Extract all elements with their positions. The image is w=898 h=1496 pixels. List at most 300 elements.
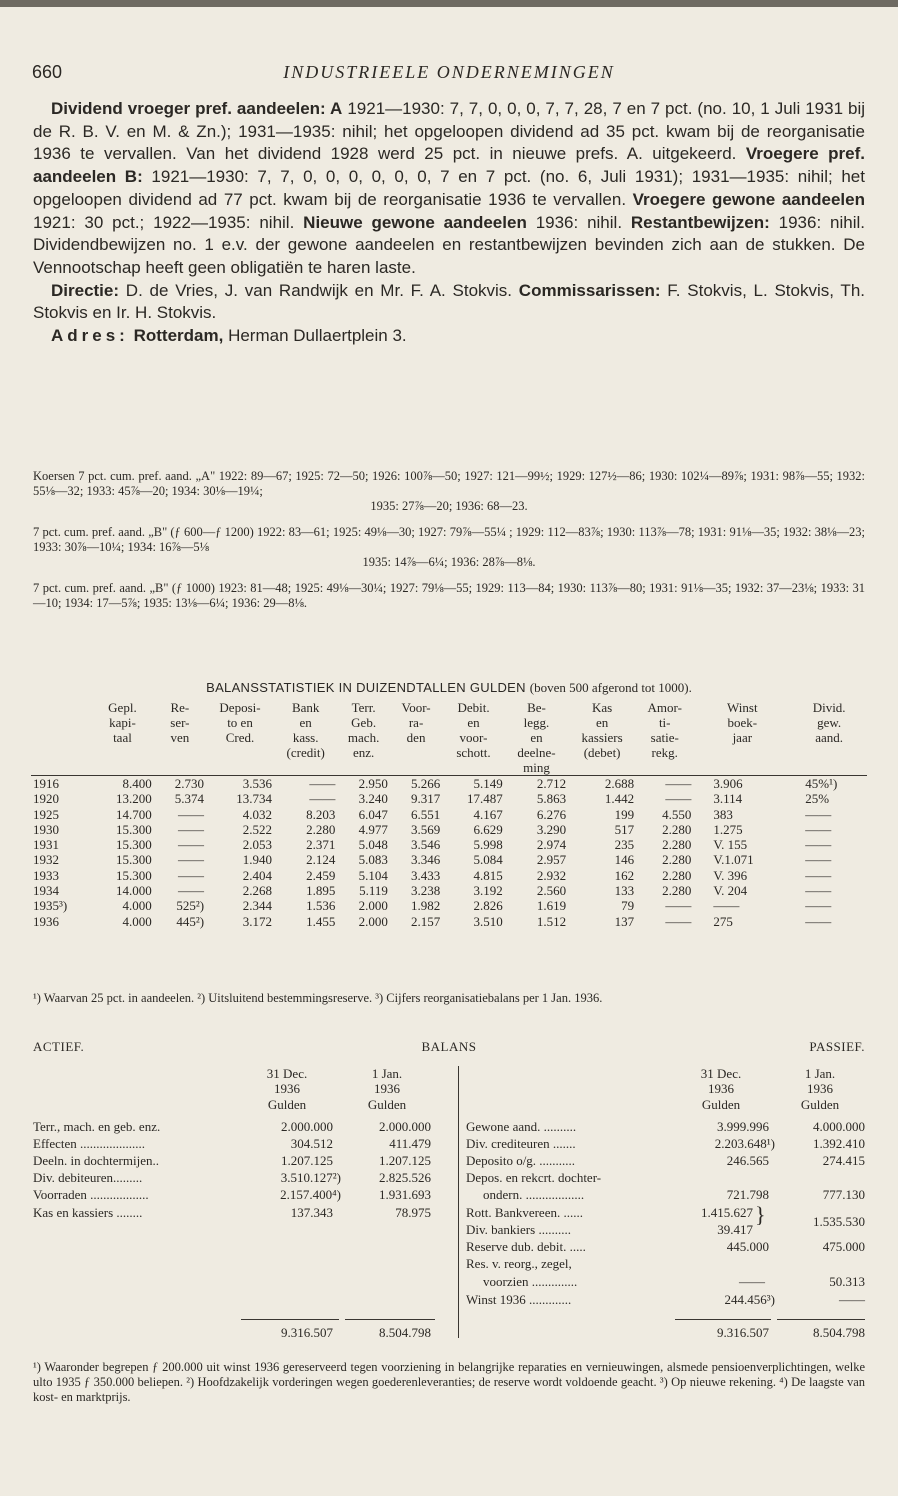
passief-col-header-2 [775,1066,865,1112]
table-cell: 275 [713,913,733,929]
statistics-header-cell: Amor- [647,700,682,715]
passief-label-rott: Rott. Bankvereen. ...... [466,1205,583,1220]
statistics-header-cell: Voor- [401,700,431,715]
col-header-line: Gulden [800,1096,840,1112]
table-cell: 4.032 [242,806,272,822]
table-cell: 5.266 [410,776,441,791]
table-cell: 2.957 [536,852,567,868]
table-cell: 3.906 [713,776,743,791]
statistics-subtitle: (boven 500 afgerond tot 1000). [529,680,692,695]
label-commissarissen: Commissarissen: [518,280,661,300]
table-cell: 2.522 [242,821,272,837]
label-dividend-a: Dividend vroeger pref. aandeelen: A [51,99,343,118]
statistics-header-cell: Deposi- [219,700,261,715]
table-row [31,852,867,867]
table-cell: 6.551 [410,806,441,822]
passief-val-divcred-2: 1.392.410 [813,1136,865,1151]
table-row [31,914,867,929]
col-header-line: Gulden [701,1096,741,1112]
table-cell: 15.300 [115,867,152,883]
row-year: 1936 [33,913,59,929]
balance-heading [33,1039,865,1057]
statistics-header-cell [31,760,91,776]
actief-row-value-1: 304.512 [290,1136,333,1151]
table-cell: —— [665,791,692,807]
table-cell: —— [665,898,692,914]
passief-label-divcred: Div. crediteuren ....... [466,1136,576,1151]
table-cell: 2.712 [536,776,567,791]
statistics-header-cell: mach. [347,730,380,745]
statistics-header-cell: kapi- [109,715,136,730]
table-cell: 4.000 [122,913,152,929]
table-cell: 2.053 [242,837,272,853]
table-cell: 2.932 [536,867,567,883]
actief-row-label: Effecten .................... [33,1136,146,1151]
page-header [32,62,866,88]
passief-label: PASSIEF. [809,1039,865,1054]
col-header-line: 1 Jan. [804,1066,836,1081]
table-cell: 79 [621,898,635,914]
table-cell: 2.000 [358,913,388,929]
table-cell: 8.203 [306,806,336,822]
row-year: 1935³) [33,898,68,914]
table-cell: 2.000 [358,898,388,914]
passief-val-depos-2: 777.130 [822,1187,865,1202]
actief-row-label: Deeln. in dochtermijen.. [33,1153,159,1168]
table-cell: —— [805,821,832,837]
table-cell: 6.629 [473,821,503,837]
row-year: 1920 [33,791,59,807]
statistics-header-cell [636,760,693,776]
balance-divider [458,1066,459,1338]
table-cell: 3.346 [410,852,441,868]
statistics-header-row [31,715,867,730]
statistics-header-cell: Be- [527,700,546,715]
table-cell: 2.344 [242,898,272,914]
statistics-header-cell: Divid. [812,700,846,715]
table-cell: —— [178,837,205,853]
table-row [31,776,867,792]
statistics-header-cell [337,760,390,776]
table-cell: 3.114 [713,791,743,807]
table-cell: 5.104 [358,867,388,883]
table-cell: 6.276 [536,806,567,822]
col-header-line: 1936 [374,1081,400,1097]
table-cell: 15.300 [115,852,152,868]
table-cell: 45%¹) [805,776,838,791]
statistics-header-cell: (credit) [286,745,325,760]
page-number: 660 [32,62,63,82]
table-cell: 2.404 [242,867,272,883]
statistics-header-cell [442,760,505,776]
passief-val-winst-1: 244.456³) [724,1292,775,1307]
col-header-line: Gulden [267,1096,307,1112]
table-cell: —— [178,821,205,837]
table-cell: 5.998 [473,837,503,853]
table-cell: —— [309,791,336,807]
passief-label-res: Res. v. reorg., zegel, [466,1256,572,1271]
table-cell: 9.317 [410,791,441,807]
actief-row-value-2: 2.825.526 [379,1170,431,1185]
actief-label: ACTIEF. [33,1039,85,1054]
table-cell: —— [805,852,832,868]
statistics-header-cell: satie- [650,730,679,745]
table-cell: V.1.071 [713,852,754,868]
table-row [31,898,867,913]
running-title: INDUSTRIEELE ONDERNEMINGEN [283,62,615,82]
table-cell: 25% [805,791,830,807]
passief-label-gewone: Gewone aand. .......... [466,1119,577,1134]
statistics-header-cell: voor- [459,730,488,745]
table-cell: 2.974 [536,837,567,853]
table-cell: 3.433 [410,867,441,883]
actief-row-value-2: 1.207.125 [379,1153,431,1168]
statistics-header-row [31,760,867,776]
actief-row-value-1: 2.157.400⁴) [280,1187,341,1202]
table-cell: 1.455 [306,913,336,929]
prices-pref-a-main: Koersen 7 pct. cum. pref. aand. „A" 1922: 89—67; 1925: 72—50; 1926: 100⅞—50; 1927: 121—99½; 1929: 127½—86; 1930: 102¼—89⅞; 1931: 98⅞—55; 1932: 55⅛—32; 1933: 45⅞—20; 1934: 30⅛—19¼; [33,469,865,498]
actief-total-2: 8.504.798 [379,1325,431,1340]
actief-total-1: 9.316.507 [281,1325,333,1340]
text-gewone-old: 1921: 30 pct.; 1922—1935: nihil. [33,212,295,232]
table-cell: 383 [713,806,733,822]
prices-pref-b-600 [33,525,865,570]
statistics-header-cell: legg. [523,715,550,730]
table-cell: 6.047 [358,806,388,822]
passief-val-gewone-2: 4.000.000 [813,1119,865,1134]
statistics-header-cell [31,700,91,715]
table-cell: 235 [614,837,635,853]
actief-row-value-2: 2.000.000 [379,1119,431,1134]
table-cell: 2.280 [662,821,692,837]
label-pref-b: Vroegere pref. aandeelen B: [33,144,866,187]
actief-total-rule-2 [345,1319,435,1320]
table-cell: 3.240 [358,791,388,807]
prices-pref-b-600-main: 7 pct. cum. pref. aand. „B" (ƒ 600—ƒ 1200) 1922: 83—61; 1925: 49⅛—30; 1927: 79⅞—55¼ ; 1929: 112—83⅞; 1930: 113⅞—78; 1931: 91⅛—35; 1932: 38⅛—23; 1933: 30⅞—10¼; 1934: 16⅞—5⅛ [33,525,865,554]
prices-pref-a-end: 1935: 27⅞—20; 1936: 68—23. [370,499,528,513]
table-cell: 525²) [176,898,205,914]
table-cell: 5.374 [174,791,205,807]
statistics-header-cell [791,760,867,776]
statistics-header-cell: ti- [658,715,671,730]
table-cell: —— [178,867,205,883]
actief-row-value-2: 1.931.693 [379,1187,431,1202]
statistics-header-cell [390,745,442,760]
table-cell: —— [178,883,205,899]
table-cell: 15.300 [115,837,152,853]
statistics-footnote: ¹) Waarvan 25 pct. in aandeelen. ²) Uitsluitend bestemmingsreserve. ³) Cijfers reorganisatiebalans per 1 Jan. 1936. [33,991,603,1005]
table-cell: 4.167 [473,806,503,822]
table-cell: 15.300 [115,821,152,837]
table-cell: —— [713,898,740,914]
table-cell: 3.510 [473,913,503,929]
table-row [31,837,867,852]
label-gewone-new: Nieuwe gewone aandeelen [303,212,527,232]
col-header-line: Gulden [367,1096,407,1112]
statistics-header-row [31,730,867,745]
statistics-header-cell: ser- [170,715,190,730]
statistics-header-cell [154,760,206,776]
statistics-header-cell: Gepl. [108,700,137,715]
col-header-line: 1936 [807,1081,833,1097]
statistics-header-cell: en [530,730,543,745]
table-cell: 13.734 [236,791,272,807]
statistics-header-cell [693,760,791,776]
table-cell: 3.290 [536,821,567,837]
table-cell: 3.546 [410,837,441,853]
statistics-header-cell [91,745,154,760]
balance-sheet [33,1066,865,1346]
table-cell: —— [665,776,692,791]
table-cell: 2.371 [306,837,336,853]
statistics-header-cell: gew. [817,715,842,730]
share-prices [33,469,865,622]
table-row [31,868,867,883]
table-cell: —— [665,913,692,929]
table-cell: V. 204 [713,883,748,899]
table-cell: 1.895 [306,883,336,899]
statistics-header-cell: den [406,730,426,745]
table-cell: —— [805,837,832,853]
statistics-header-cell [274,760,337,776]
row-year: 1925 [33,806,59,822]
statistics-header-cell [206,745,274,760]
table-cell: —— [178,852,205,868]
table-row [31,883,867,898]
table-row [31,822,867,837]
table-cell: 2.826 [473,898,503,914]
statistics-header-cell: en [467,715,480,730]
statistics-header-cell: kass. [292,730,319,745]
text-restant: 1936: nihil. Dividendbewijzen no. 1 e.v. der gewone aandeelen en restantbewijzen bevinden zich aan de stukken. De Vennootschap heeft geen obligatiën te haren laste. [33,212,865,277]
table-cell: —— [309,776,336,791]
statistics-header-cell: Re- [170,700,190,715]
col-header-line: 1 Jan. [371,1066,403,1081]
label-adres: Adres: [51,326,129,346]
table-cell: 3.569 [410,821,441,837]
table-cell: 1.275 [713,821,743,837]
statistics-header-cell [791,745,867,760]
prices-pref-b-600-end: 1935: 14⅞—6¼; 1936: 28⅞—8⅛. [362,555,536,569]
table-cell: 5.048 [358,837,388,853]
table-cell: 14.000 [115,883,152,899]
actief-col-header-1 [241,1066,333,1112]
table-cell: 3.172 [242,913,272,929]
statistics-body [31,776,867,929]
actief-row-label: Voorraden .................. [33,1187,149,1202]
statistics-header-cell [206,760,274,776]
statistics-header-cell: Terr. [351,700,376,715]
company-description [33,98,865,348]
actief-row-value-1: 137.343 [290,1205,333,1220]
statistics-header-cell: en [595,715,609,730]
table-cell: 1.512 [536,913,567,929]
actief-row-value-2: 78.975 [395,1205,431,1220]
table-cell: 445²) [176,913,205,929]
balans-title: BALANS [421,1039,477,1054]
actief-row-label: Div. debiteuren......... [33,1170,143,1185]
table-cell: 2.459 [306,867,336,883]
statistics-header-cell [568,760,636,776]
statistics-header-row [31,700,867,715]
actief-row-value-1: 3.510.127²) [280,1170,341,1185]
adres-city: Rotterdam, [133,326,224,346]
passief-label-depos: Depos. en rekcrt. dochter- [466,1170,602,1185]
table-cell: 5.863 [536,791,567,807]
statistics-header-cell [31,745,91,760]
table-row [31,791,867,806]
statistics-header-cell [693,745,791,760]
table-cell: 133 [614,883,635,899]
table-cell: 5.119 [359,883,388,899]
row-year: 1916 [33,776,59,791]
statistics-header-cell [31,715,91,730]
passief-val-res-1: —— [739,1274,765,1289]
table-cell: 1.619 [536,898,567,914]
row-year: 1932 [33,852,59,868]
passief-total-1: 9.316.507 [717,1325,769,1340]
bank-brace: } [755,1202,766,1227]
col-header-line: 1936 [708,1081,734,1097]
statistics-header-cell: ming [505,760,568,776]
table-cell: 4.000 [122,898,152,914]
table-cell: 8.400 [122,776,152,791]
statistics-header-cell [91,760,154,776]
table-cell: 517 [614,821,635,837]
prices-pref-a [33,469,865,514]
statistics-header-cell: rekg. [651,745,678,760]
table-cell: 14.700 [115,806,152,822]
statistics-header-cell: aand. [815,730,844,745]
table-cell: —— [805,806,832,822]
passief-val-depos-1: 721.798 [726,1187,769,1202]
table-cell: 199 [614,806,635,822]
table-cell: 1.940 [242,852,272,868]
passief-val-bank-total: 1.535.530 [813,1214,865,1229]
table-cell: 5.149 [473,776,503,791]
statistics-title [0,680,898,696]
table-cell: 4.550 [662,806,692,822]
statistics-header-cell: to en [227,715,253,730]
passief-total-rule-1 [675,1319,771,1320]
statistics-header-cell: Cred. [225,730,255,745]
text-directie: D. de Vries, J. van Randwijk en Mr. F. A. Stokvis. [125,280,513,300]
table-cell: —— [805,913,832,929]
table-cell: 1.442 [604,791,635,807]
table-cell: 1.536 [306,898,336,914]
balance-statistics-table [31,700,867,929]
statistics-header-cell: jaar [732,730,753,745]
statistics-header-cell: Debit. [457,700,490,715]
row-year: 1931 [33,837,59,853]
row-year: 1933 [33,867,59,883]
statistics-header-cell: ra- [408,715,424,730]
passief-total-rule-2 [777,1319,865,1320]
statistics-header-row [31,745,867,760]
statistics-header-cell: Bank [291,700,320,715]
statistics-header-cell: Kas [592,700,613,715]
text-dividend-a: 1921—1930: 7, 7, 0, 0, 0, 7, 7, 28, 7 en 7 pct. (no. 10, 1 Juli 1931 bij de R. B. V. en M. & Zn.); 1931—1935: nihil; het opgeloopen dividend ad 35 pct. kwam bij de reorganisatie 1936 te vervallen. Van het dividend 1928 werd 25 pct. in nieuwe prefs. A. uitgekeerd. [33,99,866,164]
passief-col-header-1 [673,1066,769,1112]
passief-val-rott: 1.415.627 [701,1205,753,1220]
statistics-header-cell: enz. [352,745,375,760]
text-gewone-new: 1936: nihil. [535,212,623,232]
table-cell: —— [805,883,832,899]
table-cell: 2.730 [174,776,205,791]
statistics-header-cell: ven [170,730,190,745]
statistics-header-cell: en [299,715,312,730]
passief-val-gewone-1: 3.999.996 [717,1119,769,1134]
table-cell: 5.083 [358,852,388,868]
statistics-header-cell [390,760,442,776]
passief-val-divbank: 39.417 [717,1222,753,1237]
balance-footnote: ¹) Waaronder begrepen ƒ 200.000 uit winst 1936 gereserveerd tegen voorziening in belangrijke reparaties en vernieuwingen, alsmede pensioenverplichtingen, welke ulto 1935 ƒ 350.000 beliepen. ²) Hoofdzakelijk vorderingen wegen goederenleveranties; de reserve wordt voldoende geacht. ³) Op nieuwe rekening. ⁴) De laagste van kost- en marktprijs. [33,1360,865,1405]
table-cell: 2.280 [662,867,692,883]
actief-row-label: Terr., mach. en geb. enz. [33,1119,161,1134]
table-cell: —— [805,898,832,914]
statistics-title-text: BALANSSTATISTIEK IN DUIZENDTALLEN GULDEN [206,680,526,695]
passief-label-divbank: Div. bankiers .......... [466,1222,571,1237]
table-cell: 3.536 [242,776,272,791]
table-cell: 2.560 [536,883,567,899]
statistics-header-cell: deelne- [517,745,556,760]
actief-row-value-2: 411.479 [389,1136,431,1151]
table-cell: 4.977 [358,821,388,837]
statistics-header-cell: boek- [727,715,758,730]
adres-street: Herman Dullaertplein 3. [228,326,407,346]
statistics-header-cell: (debet) [583,745,621,760]
label-directie: Directie: [51,280,120,300]
col-header-line: 31 Dec. [700,1066,742,1081]
actief-row-value-1: 1.207.125 [281,1153,333,1168]
statistics-header-cell: Winst [727,700,758,715]
table-cell: 4.815 [473,867,503,883]
text-pref-b: 1921—1930: 7, 7, 0, 0, 0, 0, 0, 0, 7 en 7 pct. (no. 6, Juli 1931); 1931—1935: nihil; het opgeloopen dividend ad 77 pct. kwam bij de reorganisatie 1936 te vervallen. [33,167,865,209]
table-cell: 2.950 [358,776,388,791]
table-cell: 3.192 [473,883,503,899]
table-cell: V. 155 [713,837,748,853]
table-cell: 137 [614,913,635,929]
col-header-line: 1936 [274,1081,300,1097]
passief-label-deposito: Deposito o/g. ........... [466,1153,576,1168]
statistics-header-cell: Geb. [351,715,377,730]
row-year: 1930 [33,821,59,837]
passief-label-winst: Winst 1936 ............. [466,1292,572,1307]
passief-val-res-2: 50.313 [829,1274,865,1289]
passief-label-depos-cont: ondern. .................. [483,1187,585,1202]
statistics-header-cell: taal [113,730,132,745]
prices-pref-b-1000: 7 pct. cum. pref. aand. „B" (ƒ 1000) 1923: 81—48; 1925: 49⅛—30¼; 1927: 79⅛—55; 1929: 113—84; 1930: 113⅞—80; 1931: 91⅛—35; 1932: 37—23⅛; 1933: 31—10; 1934: 17—5⅞; 1935: 13⅛—6¼; 1936: 29—8⅛. [33,581,865,610]
table-cell: 162 [614,867,635,883]
table-cell: —— [805,867,832,883]
actief-col-header-2 [343,1066,431,1112]
table-cell: 2.688 [604,776,635,791]
passief-val-deposito-2: 274.415 [822,1153,865,1168]
table-cell: —— [178,806,205,822]
table-cell: 3.238 [410,883,441,899]
passief-val-reserve-2: 475.000 [822,1239,865,1254]
table-cell: 2.124 [306,852,336,868]
passief-label-res-cont: voorzien .............. [483,1274,578,1289]
statistics-header [31,700,867,776]
table-cell: 2.157 [410,913,441,929]
statistics-header-cell [154,745,206,760]
actief-row-label: Kas en kassiers ........ [33,1205,143,1220]
passief-total-2: 8.504.798 [813,1325,865,1340]
passief-val-winst-2: —— [839,1292,865,1307]
table-cell: 146 [614,852,635,868]
actief-row-value-1: 2.000.000 [281,1119,333,1134]
